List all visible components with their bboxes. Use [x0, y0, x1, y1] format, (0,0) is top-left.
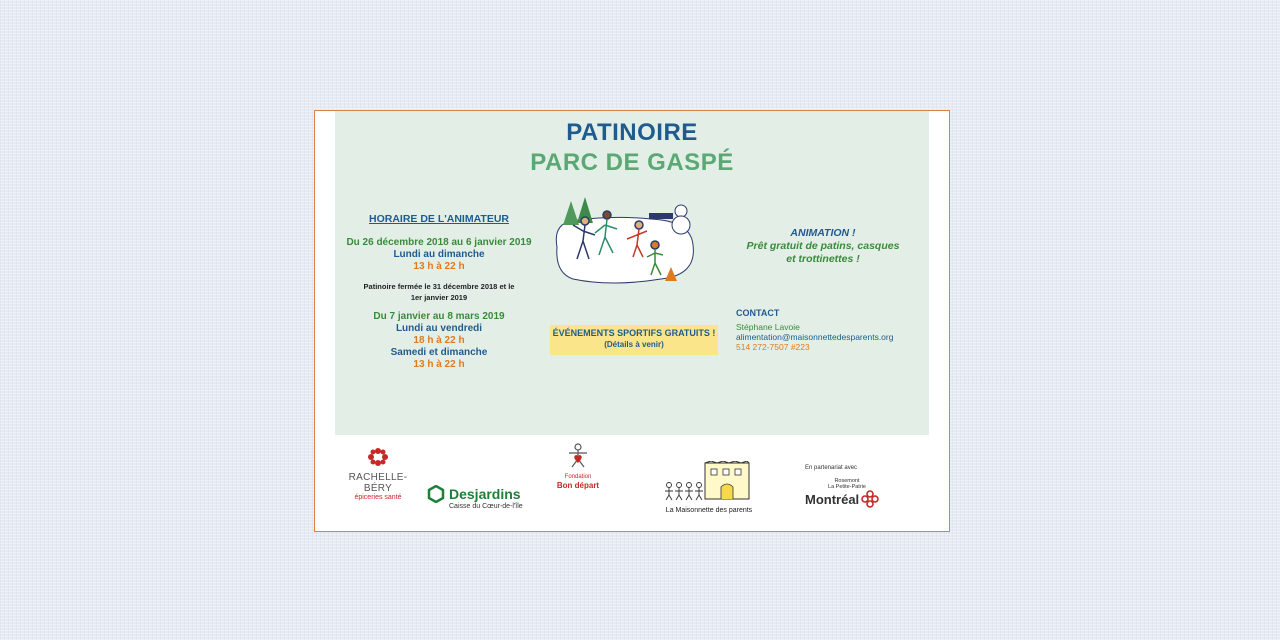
bon-depart-line2: Bon départ — [556, 481, 600, 490]
title-parc-de-gaspe: PARC DE GASPÉ — [530, 149, 734, 176]
montreal-partner-text: En partenariat avec — [805, 465, 858, 471]
rachelle-bery-sub: épiceries santé — [354, 494, 402, 501]
maisonnette-name: La Maisonnette des parents — [665, 507, 753, 514]
poster — [335, 111, 929, 435]
bon-depart-line1: Fondation — [564, 474, 592, 480]
animation-heading: ANIMATION ! — [790, 227, 856, 239]
rachelle-bery-logo — [340, 447, 416, 502]
contact-name: Stéphane Lavoie — [736, 322, 800, 332]
hexagon-icon — [427, 485, 445, 503]
period1-dates: Du 26 décembre 2018 au 6 janvier 2019 — [346, 237, 532, 248]
rosette-icon — [861, 490, 879, 508]
events-banner — [550, 325, 718, 355]
period2-weekend-hours: 13 h à 22 h — [413, 359, 465, 370]
animation-block — [723, 227, 923, 266]
desjardins-name: Desjardins — [449, 486, 521, 502]
house-family-icon — [661, 461, 757, 501]
bon-depart-logo — [553, 443, 603, 490]
events-line1: ÉVÉNEMENTS SPORTIFS GRATUITS ! — [552, 328, 716, 338]
period2-dates: Du 7 janvier au 8 mars 2019 — [373, 311, 505, 322]
flyer-frame — [314, 110, 950, 532]
schedule-heading: HORAIRE DE L'ANIMATEUR — [369, 213, 509, 225]
closure-note-line1: Patinoire fermée le 31 décembre 2018 et le — [363, 282, 515, 291]
flower-icon — [367, 447, 389, 467]
montreal-borough-line1: Rosemont — [834, 478, 860, 484]
figure-heart-icon — [563, 443, 593, 469]
contact-email[interactable]: alimentation@maisonnettedesparents.org — [736, 332, 894, 342]
desjardins-logo — [427, 485, 523, 510]
desjardins-sub: Caisse du Cœur-de-l'île — [449, 503, 523, 510]
contact-heading: CONTACT — [736, 308, 780, 318]
animation-line3: et trottinettes ! — [786, 253, 860, 265]
montreal-borough-line2: La Petite-Patrie — [828, 484, 866, 490]
contact-block — [736, 308, 893, 352]
maisonnette-logo — [661, 461, 757, 514]
contact-phone: 514 272-7507 #223 — [736, 342, 810, 352]
animation-line2: Prêt gratuit de patins, casques — [746, 240, 900, 252]
period2-weekend: Samedi et dimanche — [390, 347, 488, 358]
period1-hours: 13 h à 22 h — [413, 261, 465, 272]
period1-days: Lundi au dimanche — [393, 249, 485, 260]
closure-note-line2: 1er janvier 2019 — [410, 293, 468, 302]
schedule-column — [339, 213, 539, 371]
montreal-logo — [805, 465, 889, 508]
period2-weekdays: Lundi au vendredi — [395, 323, 483, 334]
period2-weekday-hours: 18 h à 22 h — [413, 335, 465, 346]
events-line2: (Détails à venir) — [604, 340, 664, 349]
rachelle-bery-name: RACHELLE-BÉRY — [348, 472, 408, 494]
title-patinoire: PATINOIRE — [566, 119, 698, 146]
montreal-name: Montréal — [805, 491, 860, 507]
skaters-illustration — [551, 195, 697, 287]
